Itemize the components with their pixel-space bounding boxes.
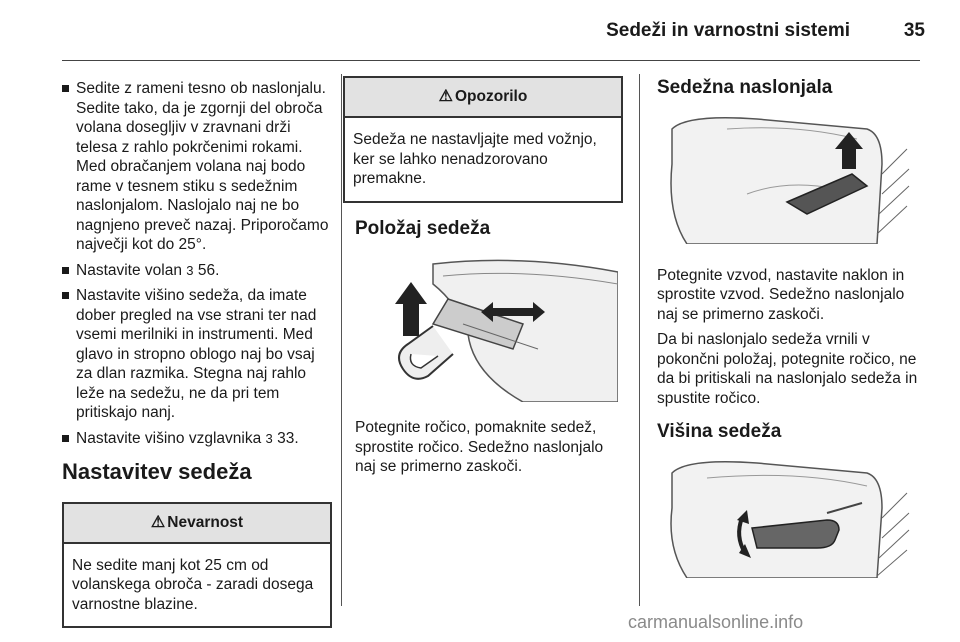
watermark: carmanualsonline.info: [628, 612, 804, 632]
list-item: Nastavite višino sedeža, da imate dober pregled na vse strani ter nad vsemi merilniki in instrumenti. Med glavo in stropno oblogo naj bo vsaj za dlan razmika. Stegna naj rahlo leže na sedežu, ne da pri tem pritiskajo nanj.: [62, 286, 332, 423]
column-divider-2: [639, 74, 640, 606]
seat-height-illustration: [667, 458, 919, 578]
page-reference-arrow-icon: 3: [265, 430, 273, 446]
seat-position-caption: Potegnite ročico, pomaknite sedež, sprostite ročico. Sedežno naslonjalo naj se primerno zaskoči.: [355, 419, 604, 475]
bullet-square-icon: [62, 267, 69, 274]
danger-box-header: [64, 504, 330, 544]
danger-title: Nevarnost: [167, 513, 244, 531]
column-right: [657, 78, 919, 578]
bullet-square-icon: [62, 435, 69, 442]
warning-box: [343, 76, 623, 203]
warning-box-header: [345, 78, 621, 118]
seat-position-illustration: [373, 254, 623, 402]
column-middle: [343, 76, 623, 483]
warning-title: Opozorilo: [455, 88, 528, 106]
list-item: Sedite z rameni tesno ob naslonjalu. Sedite tako, da je zgornji del obroča volana dosegljiv v zravnani drži telesa z rahlo pokrčenimi rokami. Med obračanjem volana naj bodo rame v tesnem stiku s sedežnim naslonjalom. Naslojalo naj ne bo nagnjeno preveč nazaj. Priporočamo največji kot do 25°.: [62, 79, 332, 255]
page-reference-link[interactable]: 56.: [197, 261, 220, 279]
seating-instructions-list: [62, 79, 332, 448]
seat-height-lever-diagram: [667, 458, 912, 578]
seat-lever-diagram: [373, 254, 618, 402]
section-heading-backrests: Sedežna naslonjala: [657, 77, 833, 98]
header-divider: [62, 60, 920, 61]
warning-text: Sedeža ne nastavljajte med vožnjo, ker se lahko nenadzorovano premakne.: [353, 131, 597, 187]
backrest-illustration: [667, 114, 919, 244]
page-reference-link[interactable]: 33.: [277, 429, 299, 447]
warning-triangle-icon: ⚠: [150, 513, 166, 531]
section-heading-seat-adjustment: Nastavitev sedeža: [62, 459, 252, 484]
list-item: Nastavite volan 3 56.: [62, 261, 332, 281]
section-heading-seat-position: Položaj sedeža: [355, 217, 491, 239]
backrest-para-1: Potegnite vzvod, nastavite naklon in sprostite vzvod. Sedežno naslonjalo naj se primerno zaskoči.: [657, 266, 905, 323]
section-heading-seat-height: Višina sedeža: [657, 421, 782, 442]
column-left: [62, 79, 332, 628]
warning-triangle-icon: ⚠: [438, 88, 453, 106]
danger-text: Ne sedite manj kot 25 cm od volanskega obroča - zaradi dosega varnostne blazine.: [72, 556, 314, 613]
column-divider-1: [341, 74, 342, 606]
page-reference-arrow-icon: 3: [186, 262, 194, 278]
backrest-para-2: Da bi naslonjalo sedeža vrnili v pokončni položaj, potegnite ročico, ne da bi pritiskali na naslonjalo sedeža in spustite ročico.: [657, 331, 918, 407]
bullet-square-icon: [62, 85, 69, 92]
page-number: 35: [903, 20, 925, 41]
list-item: Nastavite višino vzglavnika 3 33.: [62, 429, 332, 449]
page-header-title: Sedeži in varnostni sistemi: [606, 20, 850, 41]
danger-box: [62, 502, 332, 629]
backrest-lever-diagram: [667, 114, 912, 244]
bullet-square-icon: [62, 292, 69, 299]
